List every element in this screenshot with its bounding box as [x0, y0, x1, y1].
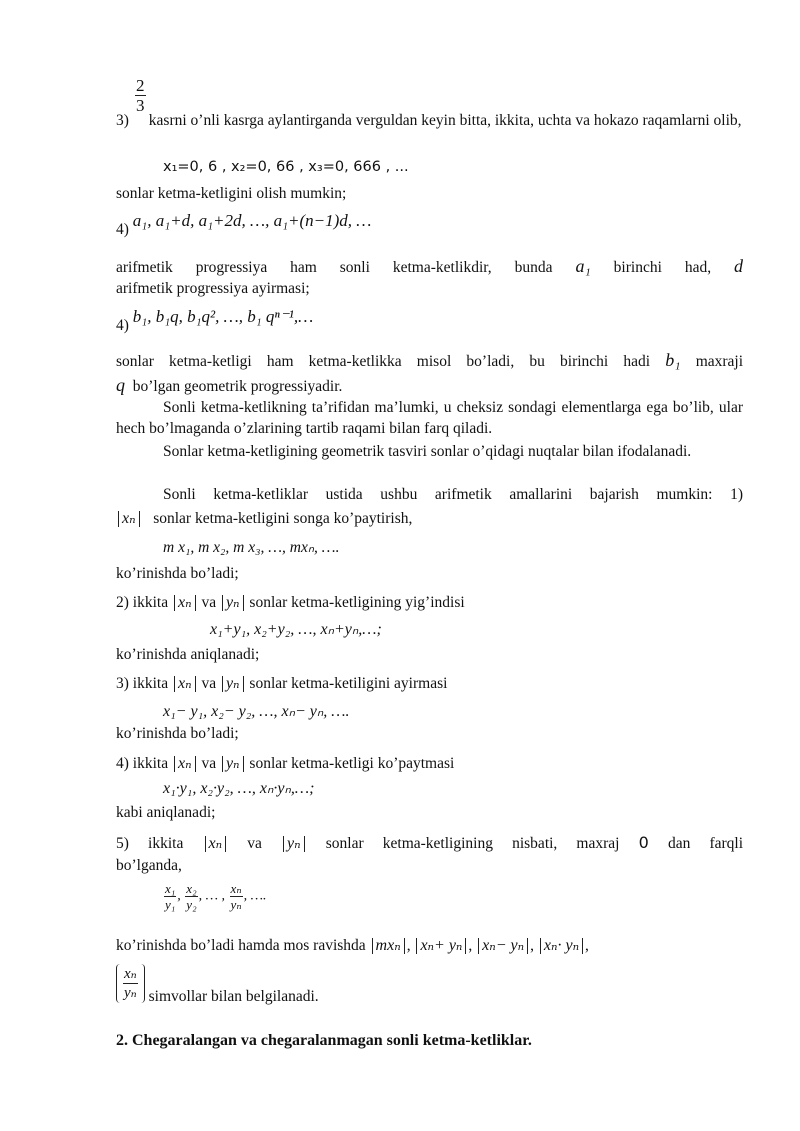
- sequence-yn: yₙ: [222, 756, 244, 772]
- item-4b-text: [116, 350, 743, 372]
- item-3-text: kasrni o’nli kasrga aylantirganda verguldan keyin bitta, ikkita, uchta va hokazo raqamlarni olib,: [144, 112, 742, 129]
- item-3-after: sonlar ketma-ketligini olish mumkin;: [116, 185, 347, 202]
- item-number: 4): [116, 221, 129, 238]
- item-4a-text: [116, 256, 743, 278]
- text-segment: sonlar ketma-ketligining yig’indisi: [249, 594, 465, 611]
- item-4a-line: [116, 210, 372, 238]
- fraction-numerator: 2: [136, 76, 145, 95]
- sequence-yn: yₙ: [222, 595, 244, 611]
- sequence-xn: xₙ: [174, 676, 196, 692]
- symbol-q: q: [116, 375, 125, 395]
- symbol-a1: a₁: [575, 256, 591, 276]
- text-segment: va: [201, 755, 217, 772]
- text-segment: 5) ikkita: [116, 835, 184, 852]
- symbol-zero: 0: [638, 833, 649, 852]
- op-5-line: [116, 832, 743, 854]
- text-segment: 2) ikkita: [116, 594, 169, 611]
- symbol-ratio: [116, 964, 145, 1003]
- op-1-formula: m x₁, m x₂, m x₃, …, mxₙ, ….: [163, 539, 340, 556]
- item-3-line: [116, 110, 743, 131]
- ellipsis: , ….: [243, 888, 267, 904]
- sequence-xn: xₙ: [174, 756, 196, 772]
- symbol-d: d: [734, 256, 744, 276]
- item-number: 3): [116, 112, 129, 129]
- text-segment: sonlar ketma-ketiligini ayirmasi: [249, 675, 448, 692]
- text-segment: dan farqli: [667, 835, 744, 852]
- op-2-line: [116, 592, 465, 613]
- text-segment: birinchi had,: [613, 259, 712, 276]
- text-segment: va: [201, 675, 217, 692]
- text-segment: sonlar ketma-ketligining nisbati, maxraj: [325, 835, 620, 852]
- paragraph-operations: Sonli ketma-ketliklar ustida ushbu arifmetik amallarini bajarish mumkin: 1): [163, 486, 743, 503]
- fraction-denominator: y₂: [186, 897, 197, 912]
- fraction-numerator: xₙ: [124, 966, 137, 982]
- fraction-denominator: yₙ: [230, 897, 242, 912]
- item-4b-text3: [116, 375, 342, 397]
- text-segment: va: [201, 594, 217, 611]
- symbol-sum: xₙ+ yₙ: [416, 938, 466, 954]
- geometric-formula: b₁, b₁q, b₁q², …, b₁ qⁿ⁻¹,…: [132, 307, 314, 326]
- op-1-line: [116, 508, 412, 529]
- arithmetic-formula: a₁, a₁+d, a₁+2d, …, a₁+(n−1)d, …: [132, 211, 372, 230]
- sequence-yn: yₙ: [283, 836, 305, 852]
- sequence-xn: xₙ: [174, 595, 196, 611]
- text-segment: bo’lgan geometrik progressiyadir.: [132, 378, 343, 395]
- op-2-formula: x₁+y₁, x₂+y₂, …, xₙ+yₙ,…;: [210, 621, 382, 638]
- symbol-difference: xₙ− yₙ: [478, 938, 528, 954]
- op-3-formula: x₁− y₁, x₂− y₂, …, xₙ− yₙ, ….: [163, 703, 350, 720]
- op-2-after: ko’rinishda aniqlanadi;: [116, 646, 260, 663]
- op-4-formula: x₁·y₁, x₂·y₂, …, xₙ·yₙ,…;: [163, 780, 315, 797]
- op-4-line: [116, 753, 454, 774]
- op-5-ratio-symbol-line: [116, 964, 319, 1006]
- item-4a-text3: arifmetik progressiya ayirmasi;: [116, 280, 310, 297]
- paragraph-definition: Sonli ketma-ketlikning ta’rifidan ma’lumki, u cheksiz sondagi elementlarga ega bo’lib, ular hech bo’lmaganda o’zlarining tartib raqami bilan farq qiladi.: [116, 399, 743, 437]
- paragraph-geometric: Sonlar ketma-ketligining geometrik tasviri sonlar o’qidagi nuqtalar bilan ifodalanadi.: [163, 443, 692, 460]
- op-1-text: sonlar ketma-ketligini songa ko’paytirish,: [153, 510, 413, 527]
- op-5-symbols-line: ko’rinishda bo’ladi hamda mos ravishda mxₙ , xₙ+ yₙ , xₙ− yₙ , xₙ· yₙ ,: [116, 937, 589, 954]
- fraction-numerator: x₁: [165, 881, 176, 896]
- op-5-line2: bo’lganda,: [116, 857, 182, 874]
- section-heading: 2. Chegaralangan va chegaralanmagan sonli ketma-ketliklar.: [116, 1032, 532, 1049]
- op-1-after: ko’rinishda bo’ladi;: [116, 565, 239, 582]
- text-segment: maxraji: [695, 353, 744, 370]
- fraction-denominator: y₁: [165, 897, 176, 912]
- ratio-formula: $\frac{\text{x₁}}{\text{y₁}}$ , $\frac{\text{x₂}}{\text{y₂}}$ , … , $\frac{\text{xₙ}}{\text{yₙ}}$ , ….: [165, 881, 267, 912]
- symbol-mxn: mxₙ: [372, 938, 405, 954]
- text-segment: ko’rinishda bo’ladi hamda mos ravishda: [116, 937, 366, 954]
- ellipsis: , … ,: [198, 888, 226, 904]
- op-3-line: [116, 673, 447, 694]
- op-5-after: simvollar bilan belgilanadi.: [148, 988, 319, 1006]
- symbol-b1: b₁: [665, 350, 681, 370]
- fraction-denominator: yₙ: [124, 985, 137, 1001]
- sequence-xn: xₙ: [118, 511, 140, 527]
- text-segment: sonlar ketma-ketligi ko’paytmasi: [249, 755, 455, 772]
- item-3-formula: x₁=0, 6 , x₂=0, 66 , x₃=0, 666 , ...: [163, 159, 409, 175]
- item-number: 4): [116, 317, 129, 334]
- text-segment: va: [247, 835, 262, 852]
- fraction-denominator: 3: [136, 96, 145, 115]
- sequence-xn: xₙ: [205, 836, 227, 852]
- op-4-after: kabi aniqlanadi;: [116, 804, 216, 821]
- item-4b-line: [116, 306, 314, 334]
- fraction-numerator: xₙ: [230, 881, 242, 896]
- text-segment: arifmetik progressiya ham sonli ketma-ketlikdir, bunda: [116, 259, 553, 276]
- sequence-yn: yₙ: [222, 676, 244, 692]
- fraction-numerator: x₂: [186, 881, 197, 896]
- text-segment: 3) ikkita: [116, 675, 169, 692]
- op-3-after: ko’rinishda bo’ladi;: [116, 725, 239, 742]
- symbol-product: xₙ· yₙ: [540, 938, 583, 954]
- text-segment: sonlar ketma-ketligi ham ketma-ketlikka misol bo’ladi, bu birinchi hadi: [116, 353, 651, 370]
- text-segment: 4) ikkita: [116, 755, 169, 772]
